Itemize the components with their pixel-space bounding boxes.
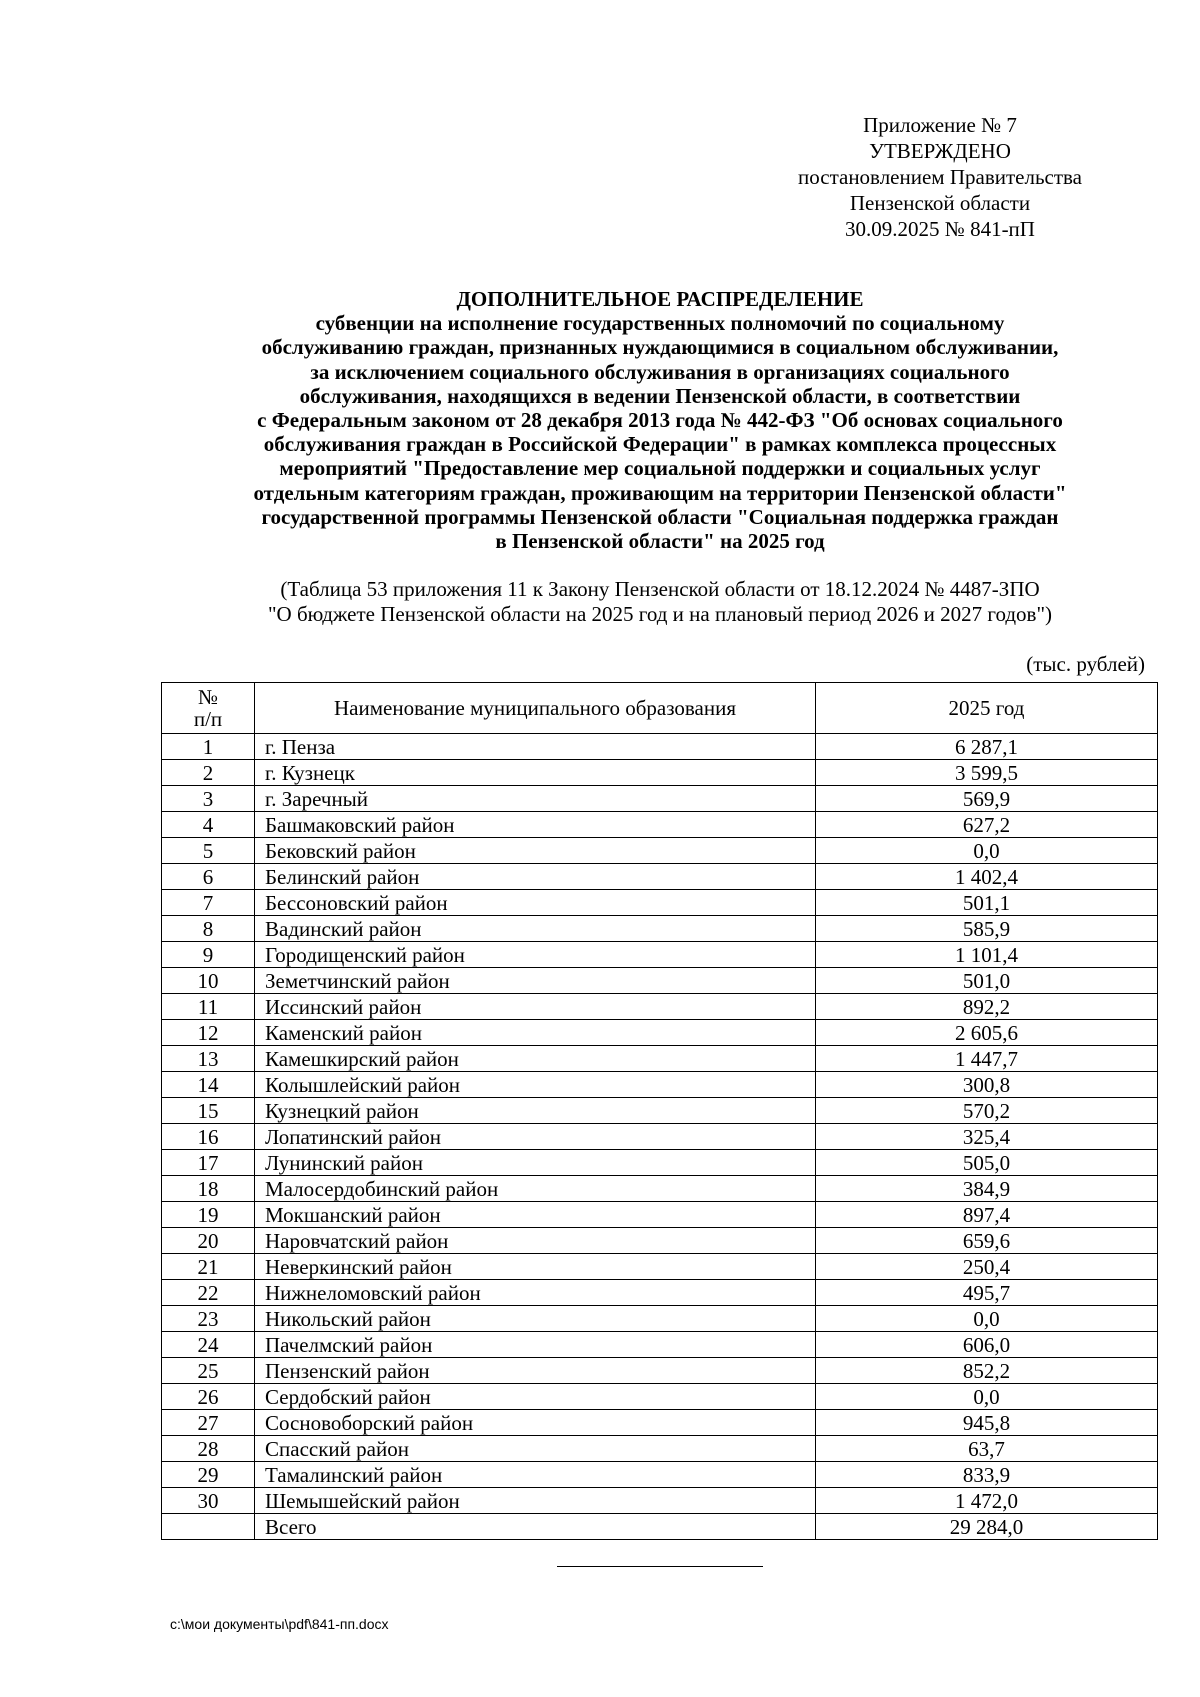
row-amount: 659,6	[816, 1228, 1158, 1254]
title-line: в Пензенской области" на 2025 год	[495, 529, 825, 554]
title-line: за исключением социального обслуживания в организациях социального	[310, 359, 1010, 384]
row-municipality: Кузнецкий район	[255, 1098, 816, 1124]
title-heading: ДОПОЛНИТЕЛЬНОЕ РАСПРЕДЕЛЕНИЕ	[456, 287, 864, 311]
row-amount: 505,0	[816, 1150, 1158, 1176]
row-municipality: Сосновоборский район	[255, 1410, 816, 1436]
row-municipality: г. Пенза	[255, 734, 816, 760]
row-amount: 2 605,6	[816, 1020, 1158, 1046]
row-amount: 1 101,4	[816, 942, 1158, 968]
row-amount: 250,4	[816, 1254, 1158, 1280]
table-row	[162, 1098, 1158, 1124]
table-row	[162, 916, 1158, 942]
row-number: 7	[162, 890, 255, 916]
table-row	[162, 1410, 1158, 1436]
row-municipality: Белинский район	[255, 864, 816, 890]
row-number: 28	[162, 1436, 255, 1462]
title-line: обслуживания, находящихся в ведении Пензенской области, в соответствии	[299, 383, 1021, 408]
row-number: 15	[162, 1098, 255, 1124]
table-row	[162, 1358, 1158, 1384]
title-line: субвенции на исполнение государственных полномочий по социальному	[315, 311, 1005, 336]
row-municipality: Колышлейский район	[255, 1072, 816, 1098]
approved-label: УТВЕРЖДЕНО	[869, 139, 1011, 163]
row-amount: 585,9	[816, 916, 1158, 942]
table-row	[162, 786, 1158, 812]
table-row	[162, 812, 1158, 838]
row-number: 23	[162, 1306, 255, 1332]
row-municipality: г. Заречный	[255, 786, 816, 812]
table-row	[162, 1254, 1158, 1280]
row-municipality: Лопатинский район	[255, 1124, 816, 1150]
row-amount: 852,2	[816, 1358, 1158, 1384]
row-municipality: Спасский район	[255, 1436, 816, 1462]
table-row	[162, 1332, 1158, 1358]
row-amount: 627,2	[816, 812, 1158, 838]
row-municipality: Нижнеломовский район	[255, 1280, 816, 1306]
row-number: 24	[162, 1332, 255, 1358]
table-row	[162, 994, 1158, 1020]
row-number: 18	[162, 1176, 255, 1202]
closing-line	[557, 1566, 763, 1567]
row-number: 29	[162, 1462, 255, 1488]
row-amount: 384,9	[816, 1176, 1158, 1202]
row-number: 9	[162, 942, 255, 968]
table-row	[162, 734, 1158, 760]
resolution-date-number: 30.09.2025 № 841-пП	[845, 217, 1035, 241]
law-reference-line: "О бюджете Пензенской области на 2025 год и на плановый период 2026 и 2027 годов")	[267, 602, 1053, 626]
table-row	[162, 1384, 1158, 1410]
row-municipality: Башмаковский район	[255, 812, 816, 838]
row-number: 16	[162, 1124, 255, 1150]
row-municipality: Вадинский район	[255, 916, 816, 942]
row-municipality: Земетчинский район	[255, 968, 816, 994]
row-municipality: Лунинский район	[255, 1150, 816, 1176]
row-municipality: Пензенский район	[255, 1358, 816, 1384]
row-number: 20	[162, 1228, 255, 1254]
approval-stamp	[790, 112, 1090, 242]
row-amount: 897,4	[816, 1202, 1158, 1228]
row-number: 10	[162, 968, 255, 994]
table-row	[162, 1176, 1158, 1202]
table-row	[162, 1462, 1158, 1488]
row-municipality: Малосердобинский район	[255, 1176, 816, 1202]
file-path: c:\мои документы\pdf\841-пп.docx	[170, 1616, 389, 1632]
row-number: 21	[162, 1254, 255, 1280]
row-municipality: Неверкинский район	[255, 1254, 816, 1280]
row-municipality: Никольский район	[255, 1306, 816, 1332]
table-row	[162, 1488, 1158, 1514]
table-row	[162, 1150, 1158, 1176]
row-amount: 606,0	[816, 1332, 1158, 1358]
row-number: 4	[162, 812, 255, 838]
row-number: 25	[162, 1358, 255, 1384]
total-row	[162, 1514, 1158, 1540]
row-number: 1	[162, 734, 255, 760]
total-number	[162, 1514, 255, 1540]
row-municipality: Мокшанский район	[255, 1202, 816, 1228]
row-number: 14	[162, 1072, 255, 1098]
appendix-number: Приложение № 7	[863, 113, 1017, 137]
row-number: 8	[162, 916, 255, 942]
row-amount: 570,2	[816, 1098, 1158, 1124]
table-row	[162, 1280, 1158, 1306]
header-number	[162, 683, 255, 734]
row-number: 19	[162, 1202, 255, 1228]
row-municipality: Камешкирский район	[255, 1046, 816, 1072]
table-row	[162, 1202, 1158, 1228]
header-year: 2025 год	[816, 683, 1158, 734]
total-label: Всего	[255, 1514, 816, 1540]
title-line: отдельным категориям граждан, проживающим на территории Пензенской области"	[253, 480, 1067, 505]
row-municipality: Пачелмский район	[255, 1332, 816, 1358]
row-amount: 892,2	[816, 994, 1158, 1020]
row-number: 6	[162, 864, 255, 890]
row-amount: 1 472,0	[816, 1488, 1158, 1514]
row-number: 26	[162, 1384, 255, 1410]
row-number: 3	[162, 786, 255, 812]
row-municipality: Наровчатский район	[255, 1228, 816, 1254]
table-row	[162, 1124, 1158, 1150]
law-reference-line: (Таблица 53 приложения 11 к Закону Пензенской области от 18.12.2024 № 4487-ЗПО	[280, 577, 1040, 601]
table-row	[162, 1436, 1158, 1462]
units-label: (тыс. рублей)	[1026, 652, 1145, 676]
row-number: 13	[162, 1046, 255, 1072]
row-amount: 0,0	[816, 1384, 1158, 1410]
row-amount: 6 287,1	[816, 734, 1158, 760]
row-amount: 569,9	[816, 786, 1158, 812]
row-amount: 325,4	[816, 1124, 1158, 1150]
row-amount: 501,1	[816, 890, 1158, 916]
row-municipality: Каменский район	[255, 1020, 816, 1046]
table-row	[162, 1020, 1158, 1046]
row-number: 12	[162, 1020, 255, 1046]
title-line: мероприятий "Предоставление мер социальной поддержки и социальных услуг	[279, 456, 1041, 481]
row-amount: 0,0	[816, 838, 1158, 864]
row-municipality: Иссинский район	[255, 994, 816, 1020]
table-row	[162, 1072, 1158, 1098]
table-row	[162, 890, 1158, 916]
header-municipality: Наименование муниципального образования	[255, 683, 816, 734]
row-municipality: г. Кузнецк	[255, 760, 816, 786]
resolution-label: постановлением Правительства	[797, 165, 1082, 189]
table-row	[162, 1306, 1158, 1332]
row-number: 17	[162, 1150, 255, 1176]
title-line: государственной программы Пензенской области "Социальная поддержка граждан	[261, 504, 1059, 529]
distribution-table	[161, 682, 1158, 1540]
row-amount: 1 402,4	[816, 864, 1158, 890]
row-number: 30	[162, 1488, 255, 1514]
row-municipality: Шемышейский район	[255, 1488, 816, 1514]
row-amount: 495,7	[816, 1280, 1158, 1306]
row-number: 27	[162, 1410, 255, 1436]
table-body	[162, 734, 1158, 1540]
table-row	[162, 864, 1158, 890]
row-municipality: Тамалинский район	[255, 1462, 816, 1488]
table-row	[162, 968, 1158, 994]
header-number-symbol: №	[197, 685, 219, 709]
row-amount: 501,0	[816, 968, 1158, 994]
title-line: обслуживания граждан в Российской Федерации" в рамках комплекса процессных	[263, 432, 1057, 457]
row-number: 2	[162, 760, 255, 786]
row-amount: 0,0	[816, 1306, 1158, 1332]
total-amount: 29 284,0	[816, 1514, 1158, 1540]
row-number: 11	[162, 994, 255, 1020]
row-municipality: Бековский район	[255, 838, 816, 864]
row-amount: 300,8	[816, 1072, 1158, 1098]
row-amount: 63,7	[816, 1436, 1158, 1462]
row-amount: 1 447,7	[816, 1046, 1158, 1072]
row-amount: 945,8	[816, 1410, 1158, 1436]
table-row	[162, 838, 1158, 864]
table-row	[162, 1046, 1158, 1072]
table-row	[162, 1228, 1158, 1254]
row-amount: 833,9	[816, 1462, 1158, 1488]
row-municipality: Бессоновский район	[255, 890, 816, 916]
header-number-abbrev: п/п	[193, 707, 223, 731]
row-number: 22	[162, 1280, 255, 1306]
document-title	[130, 287, 1190, 553]
title-line: обслуживанию граждан, признанных нуждающимися в социальном обслуживании,	[261, 335, 1059, 360]
title-line: с Федеральным законом от 28 декабря 2013 года № 442-ФЗ "Об основах социального	[257, 408, 1063, 433]
table-row	[162, 760, 1158, 786]
row-municipality: Сердобский район	[255, 1384, 816, 1410]
region-label: Пензенской области	[849, 191, 1031, 215]
row-municipality: Городищенский район	[255, 942, 816, 968]
row-amount: 3 599,5	[816, 760, 1158, 786]
table-row	[162, 942, 1158, 968]
row-number: 5	[162, 838, 255, 864]
law-reference	[130, 577, 1190, 627]
table-header-row	[162, 683, 1158, 734]
